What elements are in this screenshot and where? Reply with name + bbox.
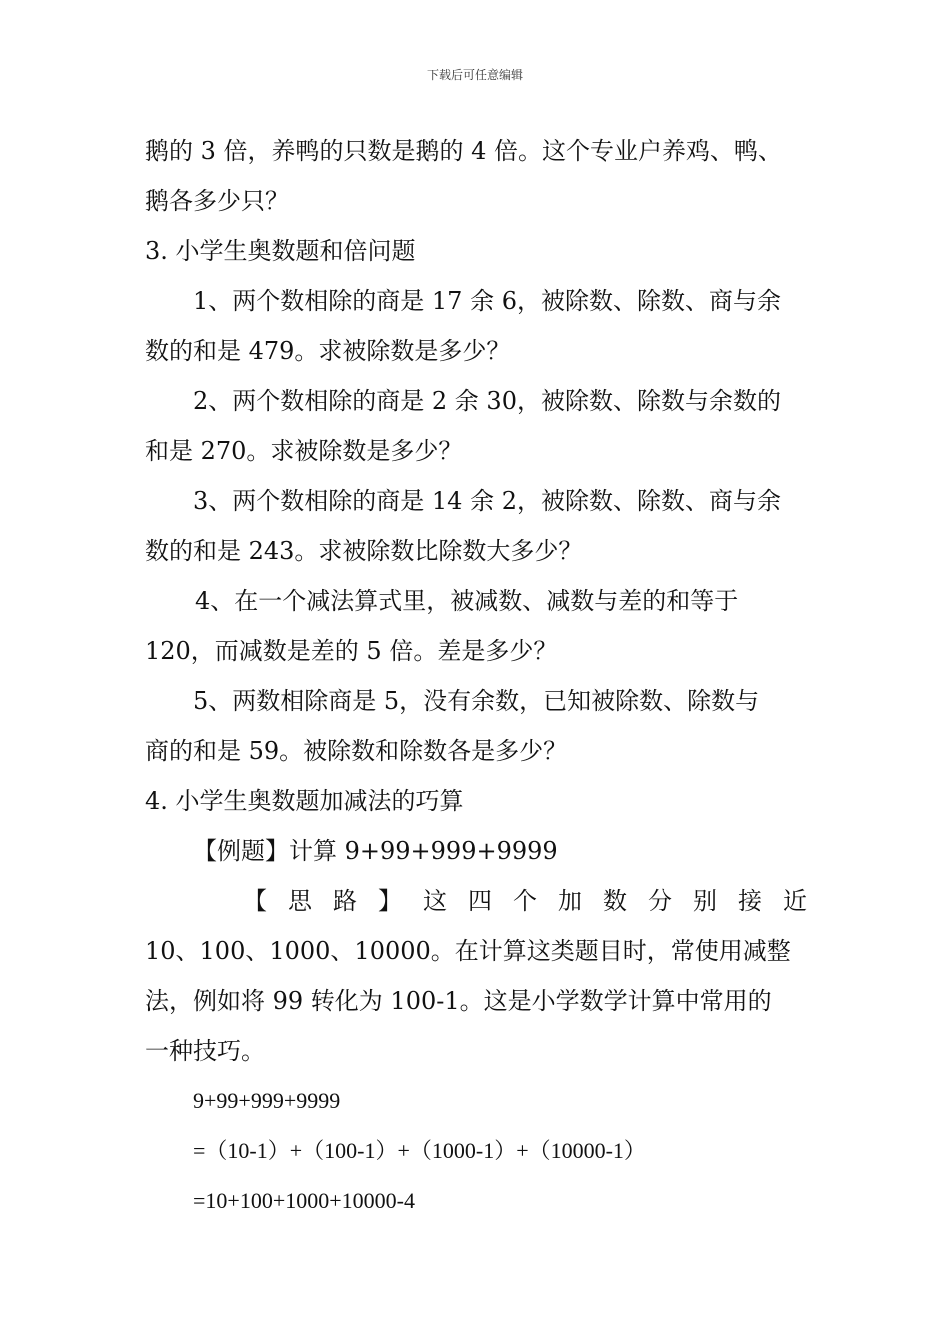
- problem-1: 1、两个数相除的商是 17 余 6，被除数、除数、商与余: [193, 287, 781, 315]
- section-heading: 3. 小学生奥数题和倍问题: [145, 237, 416, 265]
- problem-3: 3、两个数相除的商是 14 余 2，被除数、除数、商与余: [193, 487, 781, 515]
- text-line: 数的和是 479。求被除数是多少？: [145, 337, 511, 365]
- word: 思: [288, 887, 312, 915]
- page-header: 下载后可任意编辑: [426, 68, 523, 82]
- thought-line: [145, 876, 807, 926]
- word: 近: [783, 887, 807, 915]
- text-line: 鹅的 3 倍，养鸭的只数是鹅的 4 倍。这个专业户养鸡、鸭、: [145, 137, 783, 165]
- text-line: 10、100、1000、10000。在计算这类题目时，常使用减整: [145, 937, 791, 965]
- word: 个: [513, 887, 537, 915]
- math-line: =（10-1）+（100-1）+（1000-1）+（10000-1）: [193, 1138, 646, 1163]
- word: 【: [243, 887, 267, 915]
- word: 数: [603, 887, 627, 915]
- example-line: 【例题】计算 9+99+999+9999: [193, 837, 558, 865]
- section-heading: 4. 小学生奥数题加减法的巧算: [145, 787, 464, 815]
- math-line: 9+99+999+9999: [193, 1088, 341, 1113]
- problem-2: 2、两个数相除的商是 2 余 30，被除数、除数与余数的: [193, 387, 781, 415]
- word: 路: [333, 887, 357, 915]
- word: 】: [378, 887, 402, 915]
- word: 这: [423, 887, 447, 915]
- word: 别: [693, 887, 717, 915]
- text-line: 120，而减数是差的 5 倍。差是多少？: [145, 637, 558, 665]
- word: 分: [648, 887, 672, 915]
- math-line: =10+100+1000+10000-4: [193, 1188, 415, 1213]
- text-line: 鹅各多少只？: [145, 187, 289, 215]
- word: 四: [468, 887, 492, 915]
- word: 接: [738, 887, 762, 915]
- problem-5: 5、两数相除商是 5，没有余数，已知被除数、除数与: [193, 687, 760, 715]
- problem-4: 4、在一个减法算式里，被减数、减数与差的和等于: [195, 587, 739, 615]
- text-line: 一种技巧。: [145, 1037, 265, 1065]
- text-line: 法，例如将 99 转化为 100-1。这是小学数学计算中常用的: [145, 987, 772, 1015]
- document-body: [145, 126, 807, 1226]
- text-line: 商的和是 59。被除数和除数各是多少？: [145, 737, 568, 765]
- word: 加: [558, 887, 582, 915]
- text-line: 和是 270。求被除数是多少？: [145, 437, 463, 465]
- text-line: 数的和是 243。求被除数比除数大多少？: [145, 537, 583, 565]
